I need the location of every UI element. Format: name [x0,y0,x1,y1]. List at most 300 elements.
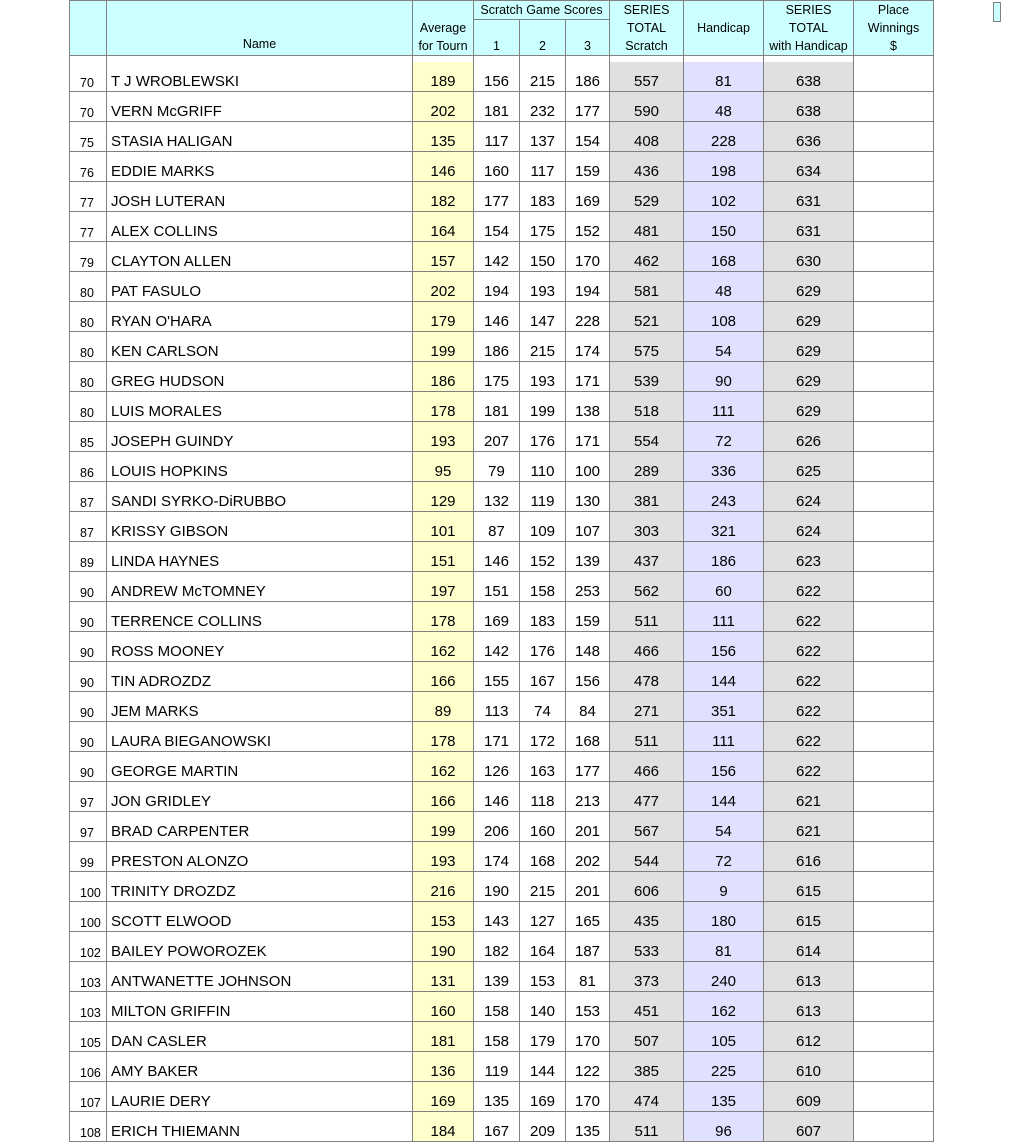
cell-g2: 215 [520,872,566,902]
cell-avg: 184 [413,1112,474,1142]
cell-g3: 135 [566,1112,610,1142]
table-row [70,572,934,602]
cell-g2: 152 [520,542,566,572]
cell-g3: 156 [566,662,610,692]
cell-total: 636 [764,122,854,152]
cell-hdcp: 168 [684,242,764,272]
cell-g1: 169 [474,602,520,632]
cell-series: 562 [610,572,684,602]
cell-g3: 148 [566,632,610,662]
cell-place-winnings [854,962,934,992]
cell-name: ROSS MOONEY [107,632,413,662]
cell-g2: 199 [520,392,566,422]
series-total-line3: with Handicap [769,39,848,53]
cell-place-winnings [854,632,934,662]
cell-name: PAT FASULO [107,272,413,302]
cell-g1: 186 [474,332,520,362]
cell-place-winnings [854,542,934,572]
cell-hdcp: 135 [684,1082,764,1112]
cell-rank: 106 [70,1052,107,1082]
cell-name: ANTWANETTE JOHNSON [107,962,413,992]
cell-hdcp: 156 [684,752,764,782]
cell-place-winnings [854,1082,934,1112]
cell-name: ANDREW McTOMNEY [107,572,413,602]
cell-g1: 207 [474,422,520,452]
cell-g3: 159 [566,602,610,632]
cell-rank: 107 [70,1082,107,1112]
table-row [70,152,934,182]
cell-series: 554 [610,422,684,452]
cell-g3: 84 [566,692,610,722]
cell-place-winnings [854,452,934,482]
cell-avg: 136 [413,1052,474,1082]
cell-hdcp: 228 [684,122,764,152]
cell-rank: 90 [70,572,107,602]
results-table [69,0,934,1142]
cell-hdcp: 90 [684,362,764,392]
series-scratch-line3: Scratch [625,39,668,53]
cell-total: 629 [764,392,854,422]
cell-total: 638 [764,92,854,122]
cell-g2: 164 [520,932,566,962]
cell-total: 624 [764,482,854,512]
cell-name: EDDIE MARKS [107,152,413,182]
cell-series: 436 [610,152,684,182]
place-winnings-line2: Winnings [867,21,920,35]
cell-series: 511 [610,602,684,632]
cell-g2: 144 [520,1052,566,1082]
cell-g2: 158 [520,572,566,602]
cell-place-winnings [854,362,934,392]
cell-name: LINDA HAYNES [107,542,413,572]
cell-rank: 97 [70,812,107,842]
cell-hdcp: 96 [684,1112,764,1142]
cell-rank: 90 [70,602,107,632]
cell-series: 466 [610,632,684,662]
cell-total: 631 [764,212,854,242]
cell-series: 581 [610,272,684,302]
cell-g3: 81 [566,962,610,992]
cell-g2: 169 [520,1082,566,1112]
cell-g1: 143 [474,902,520,932]
cell-rank: 86 [70,452,107,482]
cell-hdcp: 81 [684,932,764,962]
table-row [70,662,934,692]
cell-avg: 166 [413,662,474,692]
cell-g1: 146 [474,782,520,812]
cell-rank: 108 [70,1112,107,1142]
cell-g1: 171 [474,722,520,752]
cell-g1: 126 [474,752,520,782]
cell-g1: 79 [474,452,520,482]
cell-total: 622 [764,632,854,662]
cell-g3: 170 [566,1022,610,1052]
cell-g1: 135 [474,1082,520,1112]
cell-place-winnings [854,62,934,92]
table-row [70,452,934,482]
place-winnings-line3: $ [890,39,897,53]
cell-total: 615 [764,902,854,932]
cell-total: 625 [764,452,854,482]
cell-g3: 168 [566,722,610,752]
cell-g1: 158 [474,1022,520,1052]
game-3-label: 3 [584,39,591,53]
cell-series: 474 [610,1082,684,1112]
cell-rank: 77 [70,212,107,242]
cell-g1: 146 [474,542,520,572]
cell-hdcp: 198 [684,152,764,182]
cell-g3: 152 [566,212,610,242]
cell-avg: 178 [413,722,474,752]
cell-avg: 166 [413,782,474,812]
cell-name: JOSEPH GUINDY [107,422,413,452]
cell-place-winnings [854,752,934,782]
cell-name: RYAN O'HARA [107,302,413,332]
table-row [70,422,934,452]
average-header-line1: Average [419,21,467,35]
game-2-header [520,20,566,56]
cell-avg: 178 [413,392,474,422]
cell-g2: 209 [520,1112,566,1142]
cell-hdcp: 144 [684,782,764,812]
cell-g1: 146 [474,302,520,332]
cell-place-winnings [854,992,934,1022]
cell-g3: 107 [566,512,610,542]
cell-place-winnings [854,1022,934,1052]
cell-series: 477 [610,782,684,812]
cell-hdcp: 321 [684,512,764,542]
cell-rank: 97 [70,782,107,812]
cell-total: 615 [764,872,854,902]
cell-total: 629 [764,272,854,302]
cell-total: 634 [764,152,854,182]
series-scratch-line2: TOTAL [626,21,667,35]
cell-hdcp: 72 [684,422,764,452]
cell-total: 638 [764,62,854,92]
table-row [70,482,934,512]
cell-place-winnings [854,872,934,902]
table-row [70,962,934,992]
cell-g3: 170 [566,242,610,272]
cell-hdcp: 72 [684,842,764,872]
cell-g2: 232 [520,92,566,122]
cell-avg: 135 [413,122,474,152]
cell-place-winnings [854,182,934,212]
cell-total: 612 [764,1022,854,1052]
cell-place-winnings [854,152,934,182]
cell-total: 607 [764,1112,854,1142]
cell-hdcp: 111 [684,722,764,752]
cell-avg: 190 [413,932,474,962]
cell-total: 613 [764,962,854,992]
cell-series: 590 [610,92,684,122]
cell-series: 478 [610,662,684,692]
cell-total: 629 [764,332,854,362]
cell-total: 610 [764,1052,854,1082]
cell-series: 557 [610,62,684,92]
cell-avg: 178 [413,602,474,632]
cell-g3: 177 [566,92,610,122]
cell-place-winnings [854,332,934,362]
cell-place-winnings [854,572,934,602]
cell-hdcp: 225 [684,1052,764,1082]
game-1-label: 1 [493,39,500,53]
cell-place-winnings [854,92,934,122]
cell-place-winnings [854,842,934,872]
cell-g3: 100 [566,452,610,482]
table-row [70,722,934,752]
cell-rank: 90 [70,692,107,722]
cell-name: KRISSY GIBSON [107,512,413,542]
cell-g3: 130 [566,482,610,512]
cell-g1: 206 [474,812,520,842]
cell-g2: 167 [520,662,566,692]
cell-g3: 153 [566,992,610,1022]
cell-g2: 215 [520,332,566,362]
table-row [70,902,934,932]
cell-avg: 101 [413,512,474,542]
cell-name: PRESTON ALONZO [107,842,413,872]
cell-place-winnings [854,812,934,842]
cell-hdcp: 54 [684,332,764,362]
table-row [70,1112,934,1142]
column-resize-handle [993,2,1001,22]
cell-g1: 158 [474,992,520,1022]
cell-total: 629 [764,362,854,392]
cell-g1: 181 [474,392,520,422]
cell-series: 385 [610,1052,684,1082]
cell-total: 616 [764,842,854,872]
cell-avg: 153 [413,902,474,932]
cell-rank: 75 [70,122,107,152]
cell-g1: 174 [474,842,520,872]
table-row [70,242,934,272]
cell-g3: 213 [566,782,610,812]
name-header-label: Name [242,37,277,51]
cell-series: 529 [610,182,684,212]
cell-name: SCOTT ELWOOD [107,902,413,932]
cell-g3: 159 [566,152,610,182]
cell-rank: 80 [70,362,107,392]
cell-g2: 140 [520,992,566,1022]
table-row [70,812,934,842]
cell-total: 630 [764,242,854,272]
cell-g1: 181 [474,92,520,122]
cell-g1: 132 [474,482,520,512]
cell-g3: 187 [566,932,610,962]
cell-hdcp: 111 [684,602,764,632]
cell-g1: 155 [474,662,520,692]
cell-g2: 117 [520,152,566,182]
cell-name: LUIS MORALES [107,392,413,422]
cell-avg: 202 [413,272,474,302]
cell-rank: 90 [70,722,107,752]
table-row [70,182,934,212]
cell-series: 481 [610,212,684,242]
cell-series: 518 [610,392,684,422]
table-row [70,92,934,122]
table-row [70,602,934,632]
cell-avg: 193 [413,842,474,872]
table-row [70,542,934,572]
cell-g1: 87 [474,512,520,542]
cell-g2: 168 [520,842,566,872]
cell-series: 511 [610,722,684,752]
cell-hdcp: 240 [684,962,764,992]
name-header [107,1,413,56]
cell-place-winnings [854,902,934,932]
cell-rank: 102 [70,932,107,962]
cell-total: 614 [764,932,854,962]
cell-series: 539 [610,362,684,392]
cell-g1: 156 [474,62,520,92]
cell-g3: 228 [566,302,610,332]
cell-g2: 137 [520,122,566,152]
cell-g1: 175 [474,362,520,392]
cell-g1: 177 [474,182,520,212]
table-row [70,62,934,92]
cell-avg: 169 [413,1082,474,1112]
cell-name: TIN ADROZDZ [107,662,413,692]
cell-avg: 146 [413,152,474,182]
cell-name: T J WROBLEWSKI [107,62,413,92]
cell-total: 609 [764,1082,854,1112]
game-3-header [566,20,610,56]
average-header-line2: for Tourn [418,39,468,53]
cell-g1: 119 [474,1052,520,1082]
cell-hdcp: 81 [684,62,764,92]
place-winnings-header [854,1,934,56]
cell-avg: 186 [413,362,474,392]
cell-g3: 171 [566,362,610,392]
cell-name: ERICH THIEMANN [107,1112,413,1142]
scratch-game-scores-label: Scratch Game Scores [480,3,603,17]
cell-g1: 142 [474,242,520,272]
cell-total: 622 [764,572,854,602]
cell-g3: 139 [566,542,610,572]
table-row [70,632,934,662]
table-row [70,212,934,242]
cell-place-winnings [854,482,934,512]
cell-series: 567 [610,812,684,842]
cell-name: JOSH LUTERAN [107,182,413,212]
cell-series: 451 [610,992,684,1022]
series-total-handicap-header [764,1,854,56]
cell-g2: 147 [520,302,566,332]
table-row [70,1022,934,1052]
handicap-header-label: Handicap [697,21,750,35]
cell-place-winnings [854,422,934,452]
cell-rank: 90 [70,662,107,692]
cell-rank: 90 [70,632,107,662]
cell-g3: 174 [566,332,610,362]
table-row [70,302,934,332]
cell-place-winnings [854,722,934,752]
cell-total: 613 [764,992,854,1022]
cell-g2: 193 [520,272,566,302]
cell-rank: 80 [70,392,107,422]
game-2-label: 2 [539,39,546,53]
cell-avg: 179 [413,302,474,332]
series-scratch-header [610,1,684,56]
cell-g1: 182 [474,932,520,962]
cell-name: DAN CASLER [107,1022,413,1052]
cell-g2: 150 [520,242,566,272]
cell-g3: 154 [566,122,610,152]
cell-avg: 131 [413,962,474,992]
cell-total: 621 [764,782,854,812]
cell-avg: 189 [413,62,474,92]
cell-total: 622 [764,662,854,692]
cell-g2: 175 [520,212,566,242]
cell-place-winnings [854,1112,934,1142]
cell-g3: 122 [566,1052,610,1082]
table-row [70,512,934,542]
table-row [70,332,934,362]
handicap-header [684,1,764,56]
cell-hdcp: 156 [684,632,764,662]
cell-series: 408 [610,122,684,152]
cell-g2: 160 [520,812,566,842]
cell-g2: 183 [520,602,566,632]
cell-avg: 129 [413,482,474,512]
cell-place-winnings [854,692,934,722]
cell-avg: 197 [413,572,474,602]
cell-g3: 171 [566,422,610,452]
table-row [70,782,934,812]
cell-rank: 105 [70,1022,107,1052]
cell-hdcp: 186 [684,542,764,572]
cell-place-winnings [854,392,934,422]
cell-total: 622 [764,752,854,782]
cell-g3: 170 [566,1082,610,1112]
cell-total: 622 [764,602,854,632]
cell-place-winnings [854,512,934,542]
table-row [70,872,934,902]
table-row [70,752,934,782]
cell-g1: 154 [474,212,520,242]
cell-series: 437 [610,542,684,572]
cell-rank: 80 [70,302,107,332]
cell-name: AMY BAKER [107,1052,413,1082]
cell-avg: 193 [413,422,474,452]
place-winnings-line1: Place [877,3,910,17]
cell-name: TRINITY DROZDZ [107,872,413,902]
cell-name: GREG HUDSON [107,362,413,392]
cell-avg: 182 [413,182,474,212]
cell-name: CLAYTON ALLEN [107,242,413,272]
cell-series: 606 [610,872,684,902]
cell-place-winnings [854,662,934,692]
cell-series: 303 [610,512,684,542]
cell-series: 575 [610,332,684,362]
series-scratch-line1: SERIES [623,3,670,17]
table-row [70,272,934,302]
table-row [70,1082,934,1112]
cell-hdcp: 336 [684,452,764,482]
cell-rank: 70 [70,62,107,92]
cell-rank: 99 [70,842,107,872]
series-total-line1: SERIES [785,3,832,17]
cell-g2: 215 [520,62,566,92]
cell-avg: 151 [413,542,474,572]
series-total-line2: TOTAL [788,21,829,35]
cell-series: 462 [610,242,684,272]
cell-name: JEM MARKS [107,692,413,722]
cell-total: 621 [764,812,854,842]
cell-avg: 162 [413,632,474,662]
cell-avg: 157 [413,242,474,272]
